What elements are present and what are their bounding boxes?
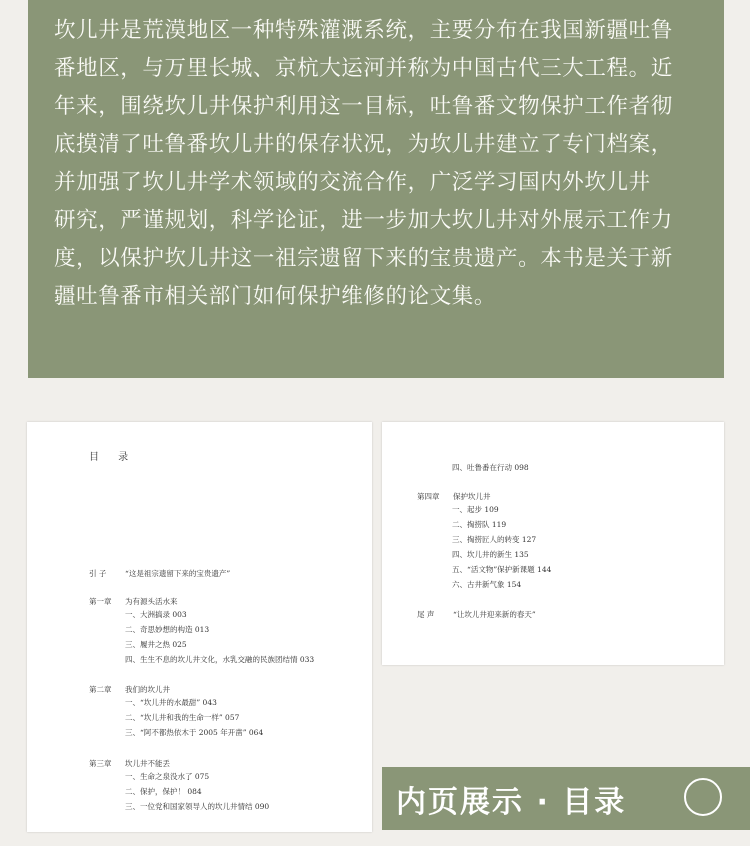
toc-item: 一、起步 109 [452, 505, 499, 514]
toc-item: 三、掏捞匠人的转变 127 [452, 535, 537, 544]
toc-chapter-title: 我们的坎儿井 [125, 685, 170, 694]
toc-chapter-label: 第一章 [89, 597, 112, 606]
toc-item: 一、“坎儿井的水最甜” 043 [125, 698, 217, 707]
toc-item: 四、吐鲁番在行动 098 [452, 463, 529, 472]
toc-item: 五、“活文物”保护新课题 144 [452, 565, 552, 574]
toc-item: 三、“阿不都热依木于 2005 年开凿” 064 [125, 728, 264, 737]
toc-page-left [27, 422, 372, 832]
intro-text-panel [28, 0, 724, 378]
toc-chapter-label: 第四章 [417, 492, 440, 501]
circle-icon [684, 778, 722, 816]
toc-item: 一、大洲搞录 003 [125, 610, 187, 619]
toc-chapter-title: 坎儿井不能丢 [125, 759, 170, 768]
toc-epilogue-text: “让坎儿井迎来新的春天” [453, 610, 536, 619]
toc-chapter-title: 为有源头活水来 [125, 597, 178, 606]
intro-line: 番地区，与万里长城、京杭大运河并称为中国古代三大工程。近 [54, 56, 673, 81]
toc-chapter-2 [89, 684, 170, 695]
toc-chapter-label: 第二章 [89, 685, 112, 694]
intro-line: 并加强了坎儿井学术领域的交流合作，广泛学习国内外坎儿井 [54, 170, 651, 195]
intro-line: 坎儿井是荒漠地区一种特殊灌溉系统，主要分布在我国新疆吐鲁 [54, 18, 673, 43]
toc-chapter-3 [89, 758, 170, 769]
toc-item: 一、生命之泉没水了 075 [125, 772, 210, 781]
toc-chapter-title: 保护坎儿井 [453, 492, 491, 501]
intro-line: 研究，严谨规划，科学论证，进一步加大坎儿井对外展示工作力 [54, 208, 673, 233]
intro-line: 底摸清了吐鲁番坎儿井的保存状况，为坎儿井建立了专门档案， [54, 132, 673, 157]
toc-prologue [89, 568, 230, 579]
toc-epilogue-label: 尾 声 [417, 610, 435, 619]
toc-item: 二、“坎儿井和我的生命一样” 057 [125, 713, 240, 722]
toc-item: 四、生生不息的坎儿井文化，水乳交融的民族团结情 033 [125, 655, 315, 664]
toc-title: 目 录 [89, 452, 137, 463]
intro-line: 疆吐鲁番市相关部门如何保护维修的论文集。 [54, 284, 497, 309]
banner-title: 内页展示 · 目录 [396, 785, 627, 820]
toc-item: 二、保护，保护！ 084 [125, 787, 202, 796]
toc-item: 二、奇思妙想的构造 013 [125, 625, 210, 634]
toc-item: 六、古井新气象 154 [452, 580, 522, 589]
toc-chapter-1 [89, 596, 178, 607]
toc-chapter-label: 第三章 [89, 759, 112, 768]
toc-page-right [382, 422, 724, 665]
intro-line: 年来，围绕坎儿井保护利用这一目标，吐鲁番文物保护工作者彻 [54, 94, 673, 119]
intro-line: 度，以保护坎儿井这一祖宗遗留下来的宝贵遗产。本书是关于新 [54, 246, 673, 271]
toc-item: 二、掏捞队 119 [452, 520, 507, 529]
toc-item: 三、一位党和国家领导人的坎儿井情结 090 [125, 802, 270, 811]
section-banner [382, 767, 750, 830]
toc-item: 四、坎儿井的新生 135 [452, 550, 529, 559]
toc-item: 三、履井之热 025 [125, 640, 187, 649]
toc-prologue-text: “这是祖宗遗留下来的宝贵遗产” [125, 569, 231, 578]
toc-prologue-label: 引 子 [89, 569, 107, 578]
toc-epilogue [417, 609, 536, 620]
toc-chapter-4 [417, 491, 491, 502]
